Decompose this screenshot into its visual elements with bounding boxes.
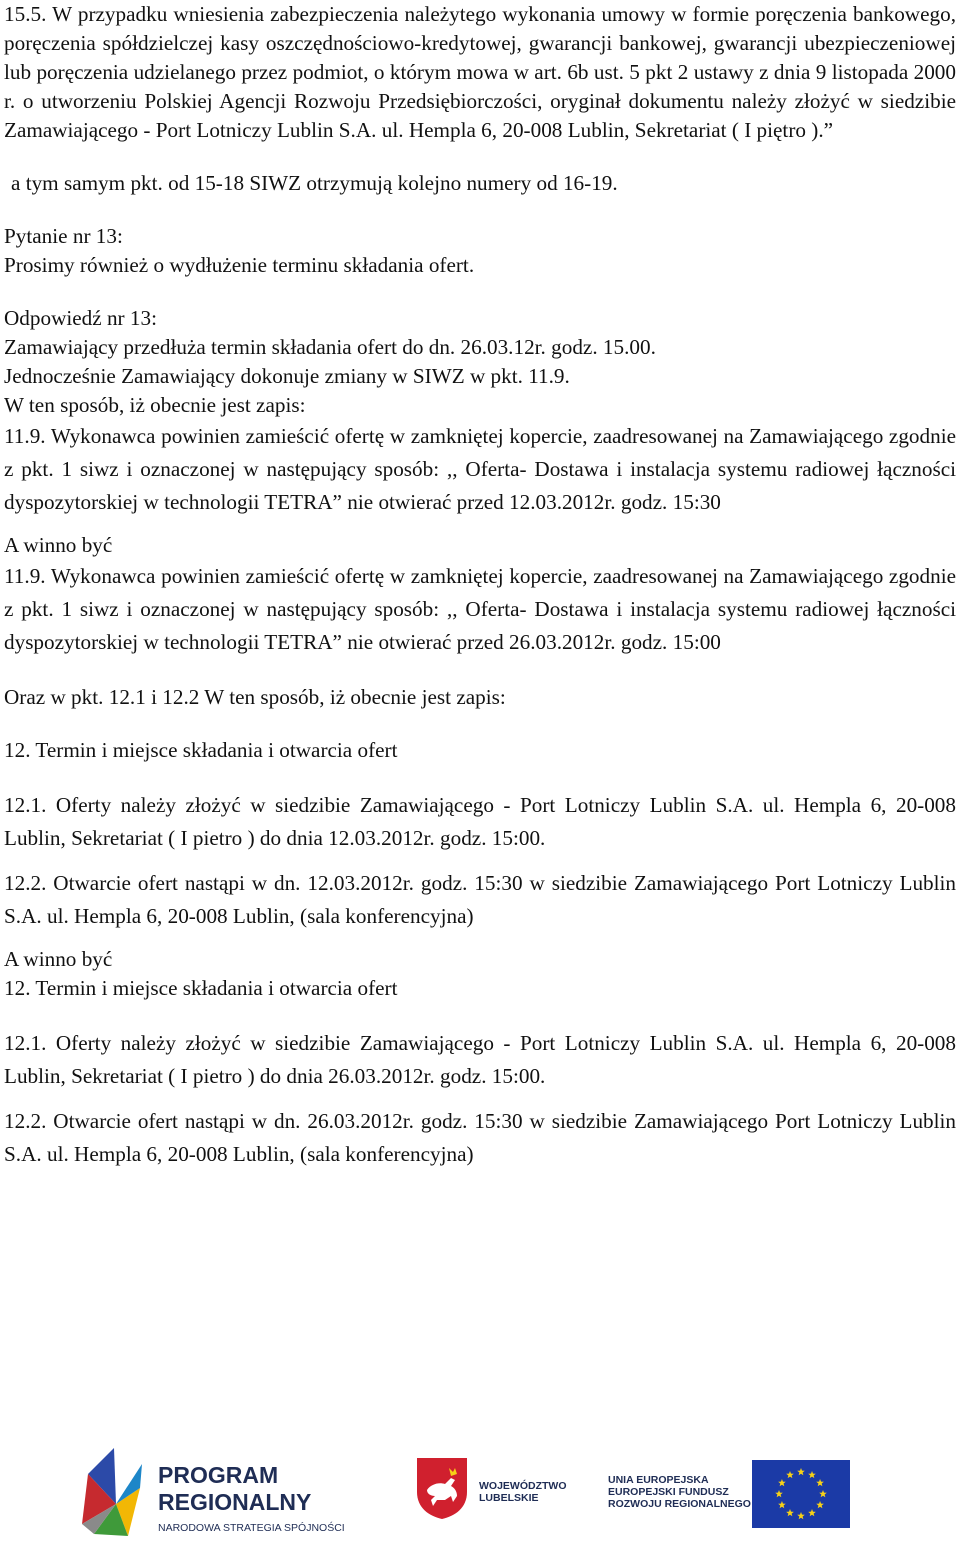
wojewodztwo-lubelskie-logo [415, 1456, 575, 1526]
eu-line1: UNIA EUROPEJSKA [608, 1474, 709, 1486]
answer-deadline: Zamawiający przedłuża termin składania ofert do dn. 26.03.12r. godz. 15.00. [4, 335, 656, 359]
should-be-label-2: A winno być [4, 947, 113, 971]
answer-heading: Odpowiedź nr 13: [4, 306, 157, 330]
coat-of-arms-icon [415, 1456, 469, 1520]
program-line3: NARODOWA STRATEGIA SPÓJNOŚCI [158, 1522, 345, 1534]
program-regionalny-logo [80, 1444, 380, 1544]
clause-11-9-new: 11.9. Wykonawca powinien zamieścić ofertę w zamkniętej kopercie, zaadresowanej na Zamawiającego zgodnie z pkt. 1 siwz i oznaczonej w następujący sposób: ,, Oferta- Dostawa i instalacja systemu radiowej łączności dyspozytorskiej w technologii TETRA” nie otwierać przed 26.03.2012r. godz. 15:00 [4, 564, 956, 654]
footer-logos [0, 1440, 960, 1553]
region-line1: WOJEWÓDZTWO [479, 1480, 567, 1492]
star-arrows-icon [80, 1444, 144, 1540]
eu-line3: ROZWOJU REGIONALNEGO [608, 1498, 751, 1510]
section-12-title-current: 12. Termin i miejsce składania i otwarcia ofert [4, 738, 398, 762]
current-wording-label: W ten sposób, iż obecnie jest zapis: [4, 393, 306, 417]
clause-12-2-new: 12.2. Otwarcie ofert nastąpi w dn. 26.03.2012r. godz. 15:30 w siedzibie Zamawiającego Port Lotniczy Lublin S.A. ul. Hempla 6, 20-008 Lublin, (sala konferencyjna) [4, 1109, 956, 1166]
document-body [4, 0, 956, 1171]
program-line1: PROGRAM [158, 1462, 279, 1488]
eu-line2: EUROPEJSKI FUNDUSZ [608, 1486, 729, 1498]
section-12-title-new: 12. Termin i miejsce składania i otwarcia ofert [4, 976, 398, 1000]
eu-fund-text [608, 1474, 751, 1514]
question-text: Prosimy również o wydłużenie terminu składania ofert. [4, 253, 475, 277]
clause-12-1-new: 12.1. Oferty należy złożyć w siedzibie Zamawiającego - Port Lotniczy Lublin S.A. ul. Hempla 6, 20-008 Lublin, Sekretariat ( I pietro ) do dnia 26.03.2012r. godz. 15:00. [4, 1031, 956, 1088]
clause-12-1-current: 12.1. Oferty należy złożyć w siedzibie Zamawiającego - Port Lotniczy Lublin S.A. ul. Hempla 6, 20-008 Lublin, Sekretariat ( I pietro ) do dnia 12.03.2012r. godz. 15:00. [4, 793, 956, 850]
region-line2: LUBELSKIE [479, 1492, 539, 1504]
clause-12-2-current: 12.2. Otwarcie ofert nastąpi w dn. 12.03.2012r. godz. 15:30 w siedzibie Zamawiającego Port Lotniczy Lublin S.A. ul. Hempla 6, 20-008 Lublin, (sala konferencyjna) [4, 871, 956, 928]
program-line2: REGIONALNY [158, 1489, 312, 1515]
should-be-label: A winno być [4, 533, 113, 557]
section-12-intro: Oraz w pkt. 12.1 i 12.2 W ten sposób, iż obecnie jest zapis: [4, 685, 506, 709]
paragraph-renumbering: a tym samym pkt. od 15-18 SIWZ otrzymują kolejno numery od 16-19. [11, 171, 618, 195]
paragraph-15-5: 15.5. W przypadku wniesienia zabezpieczenia należytego wykonania umowy w formie poręczenia bankowego, poręczenia spółdzielczej kasy oszczędnościowo-kredytowej, gwarancji bankowej, gwarancji ubezpieczeniowej lub poręczenia udzielanego przez podmiot, o którym mowa w art. 6b ust. 5 pkt 2 ustawy z dnia 9 listopada 2000 r. o utworzeniu Polskiej Agencji Rozwoju Przedsiębiorczości, oryginał dokumentu należy złożyć w siedzibie Zamawiającego - Port Lotniczy Lublin S.A. ul. Hempla 6, 20-008 Lublin, Sekretariat ( I piętro ).” [4, 2, 956, 142]
eu-flag-icon [752, 1460, 850, 1528]
answer-change-note: Jednocześnie Zamawiający dokonuje zmiany w SIWZ w pkt. 11.9. [4, 364, 570, 388]
question-heading: Pytanie nr 13: [4, 224, 123, 248]
clause-11-9-current: 11.9. Wykonawca powinien zamieścić ofertę w zamkniętej kopercie, zaadresowanej na Zamawiającego zgodnie z pkt. 1 siwz i oznaczonej w następujący sposób: ,, Oferta- Dostawa i instalacja systemu radiowej łączności dyspozytorskiej w technologii TETRA” nie otwierać przed 12.03.2012r. godz. 15:30 [4, 424, 956, 514]
